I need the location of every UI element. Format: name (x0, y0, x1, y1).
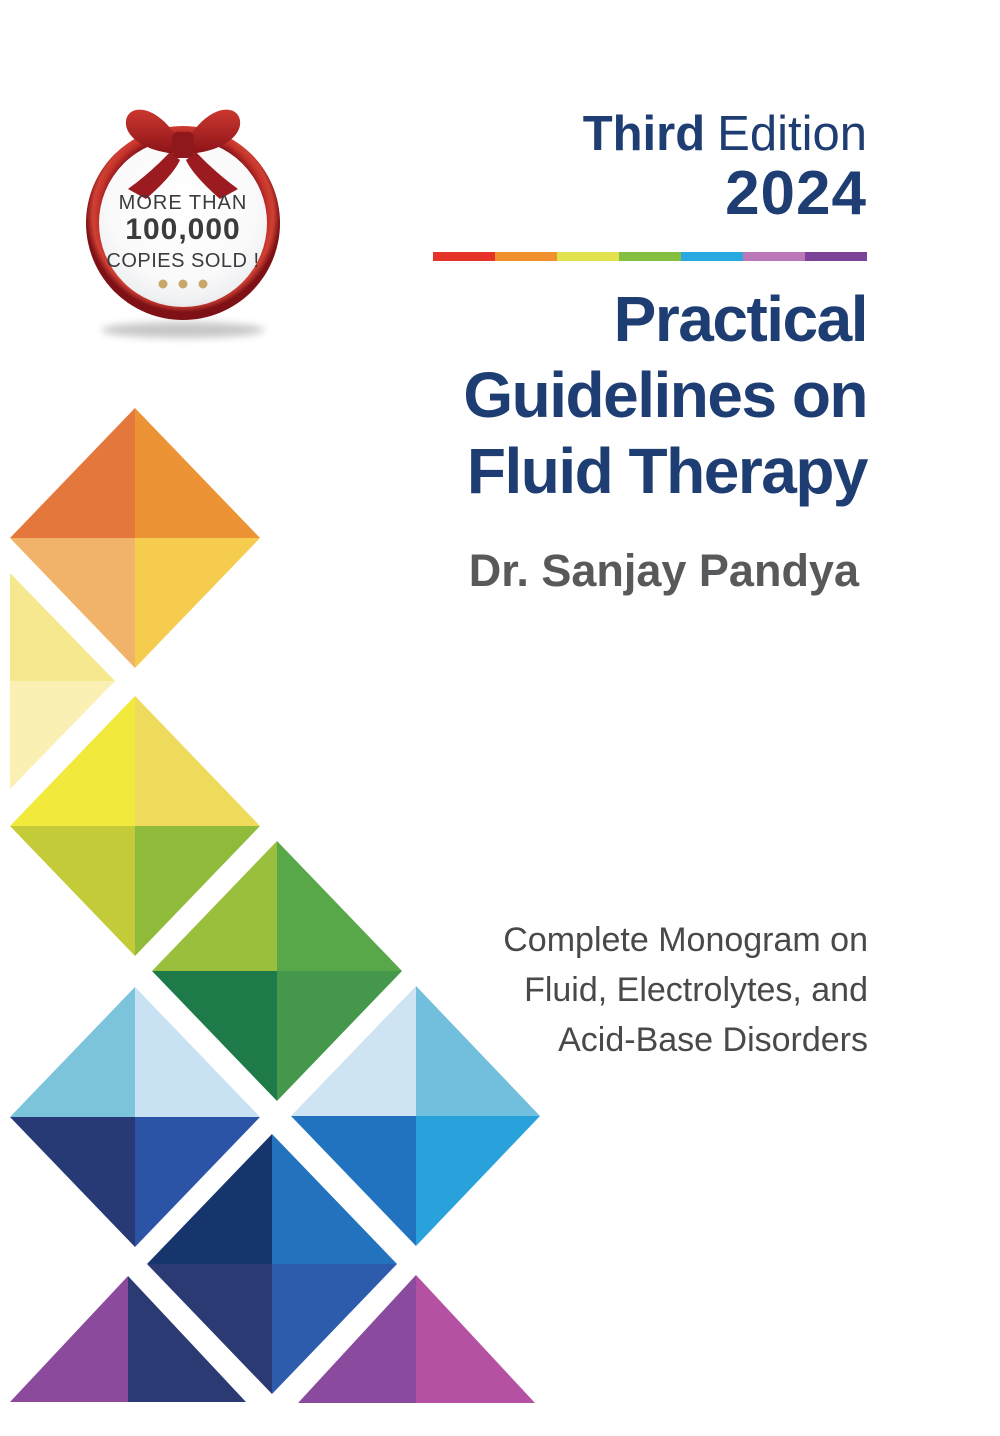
badge-dot (179, 280, 188, 289)
orange-diamond-top-left (10, 408, 135, 538)
divider-segment (619, 252, 681, 261)
edition-block (582, 107, 867, 228)
divider-segment (557, 252, 619, 261)
yellow-diamond-top-right (135, 696, 260, 826)
book-subtitle-line-3: Acid-Base Disorders (558, 1021, 868, 1059)
badge-dot (199, 280, 208, 289)
book-subtitle-line-2: Fluid, Electrolytes, and (524, 971, 868, 1009)
divider-segment (681, 252, 743, 261)
purple-right-triangle-right (416, 1275, 535, 1403)
orange-diamond-top-right (135, 408, 260, 538)
blue-left-diamond-top-left (10, 987, 135, 1117)
edition-suffix: Edition (717, 107, 867, 161)
orange-diamond-bottom-right (135, 538, 260, 668)
badge-dot (159, 280, 168, 289)
copies-sold-badge (78, 96, 288, 346)
badge-shadow (101, 322, 265, 338)
book-title-line-3: Fluid Therapy (466, 435, 867, 507)
book-subtitle-line-1: Complete Monogram on (503, 921, 868, 959)
divider-segment (805, 252, 867, 261)
blue-right-diamond-bottom-right (416, 1116, 540, 1246)
blue-left-diamond-bottom-left (10, 1117, 135, 1247)
book-title-line-1: Practical (613, 283, 867, 355)
purple-left-triangle-left (10, 1276, 128, 1402)
badge-line-1: MORE THAN (118, 192, 248, 214)
yellow-diamond-bottom-left (10, 826, 135, 956)
edition-year: 2024 (725, 159, 867, 228)
rainbow-divider (433, 252, 867, 261)
badge-line-2: 100,000 (125, 213, 241, 246)
edition-line (583, 108, 867, 160)
divider-segment (433, 252, 495, 261)
divider-segment (743, 252, 805, 261)
author-name: Dr. Sanjay Pandya (468, 545, 859, 596)
bow-knot (172, 132, 194, 158)
badge-line-3: COPIES SOLD ! (106, 250, 260, 272)
book-title (463, 281, 867, 509)
green-diamond-top-right (277, 841, 402, 971)
book-subtitle (503, 915, 868, 1065)
badge-dots (159, 280, 208, 289)
book-title-line-2: Guidelines on (463, 359, 867, 431)
edition-prefix: Third (582, 107, 706, 161)
divider-segment (495, 252, 557, 261)
